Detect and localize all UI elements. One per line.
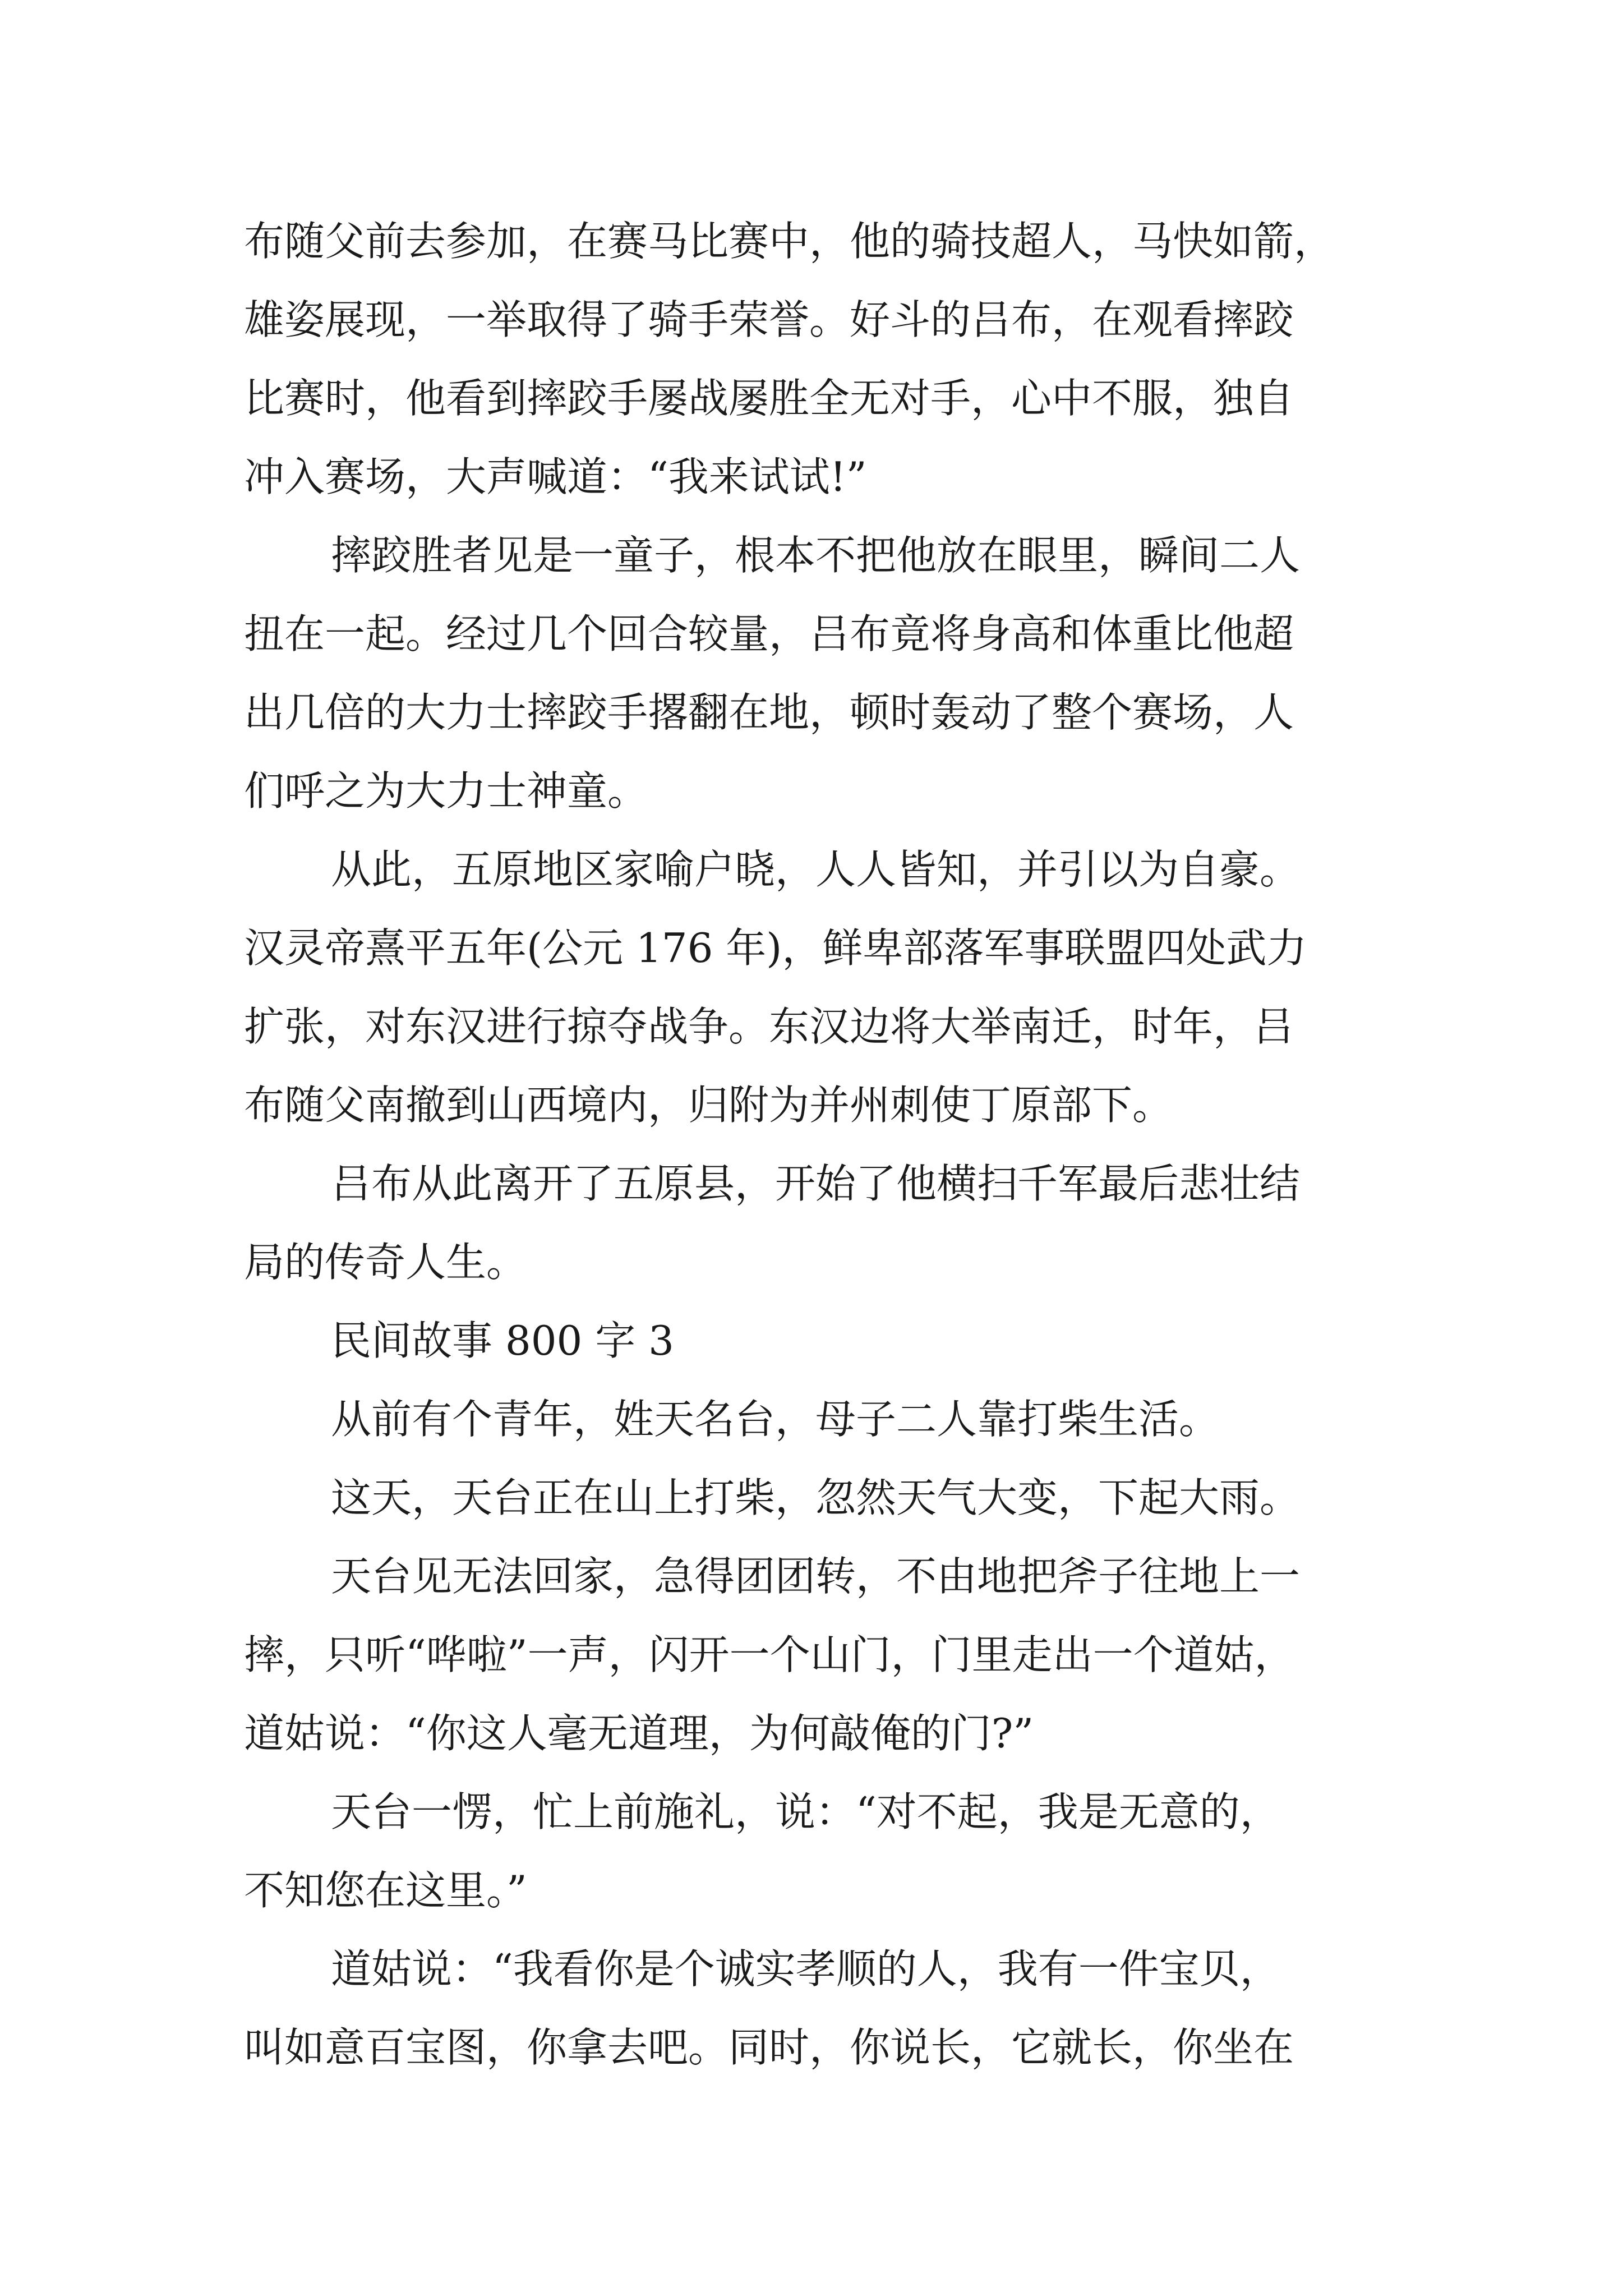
section-heading: 民间故事 800 字 3 <box>331 1317 674 1364</box>
text-line: 扭在一起。经过几个回合较量，吕布竟将身高和体重比他超 <box>244 610 1294 657</box>
text-line: 雄姿展现，一举取得了骑手荣誉。好斗的吕布，在观看摔跤 <box>244 296 1294 343</box>
text-line: 出几倍的大力士摔跤手撂翻在地，顿时轰动了整个赛场，人 <box>244 689 1294 736</box>
text-line: 天台一愣，忙上前施礼，说：“对不起，我是无意的， <box>331 1788 1280 1835</box>
text-line: 布随父前去参加，在赛马比赛中，他的骑技超人，马快如箭， <box>244 218 1335 265</box>
text-line: 汉灵帝熹平五年(公元 176 年)，鲜卑部落军事联盟四处武力 <box>244 924 1307 972</box>
text-line: 摔，只听“哗啦”一声，闪开一个山门，门里走出一个道姑， <box>244 1631 1295 1678</box>
text-line: 道姑说：“我看你是个诚实孝顺的人，我有一件宝贝， <box>331 1945 1280 1993</box>
text-line: 布随父南撤到山西境内，归附为并州刺使丁原部下。 <box>244 1082 1173 1129</box>
text-line: 局的传奇人生。 <box>244 1239 527 1286</box>
text-line: 冲入赛场，大声喊道：“我来试试!” <box>244 453 867 500</box>
text-line: 叫如意百宝图，你拿去吧。同时，你说长，它就长，你坐在 <box>244 2024 1294 2071</box>
text-line: 从前有个青年，姓天名台，母子二人靠打柴生活。 <box>331 1396 1220 1443</box>
text-line: 比赛时，他看到摔跤手屡战屡胜全无对手，心中不服，独自 <box>244 375 1294 422</box>
text-line: 天台见无法回家，急得团团转，不由地把斧子往地上一 <box>331 1553 1301 1600</box>
text-line: 扩张，对东汉进行掠夺战争。东汉边将大举南迁，时年，吕 <box>244 1003 1294 1050</box>
text-line: 从此，五原地区家喻户晓，人人皆知，并引以为自豪。 <box>331 846 1301 893</box>
text-line: 们呼之为大力士神童。 <box>244 767 648 815</box>
text-line: 这天，天台正在山上打柴，忽然天气大变，下起大雨。 <box>331 1474 1301 1521</box>
text-line: 吕布从此离开了五原县，开始了他横扫千军最后悲壮结 <box>331 1160 1301 1207</box>
text-line: 道姑说：“你这人毫无道理，为何敲俺的门?” <box>244 1710 1034 1757</box>
text-line: 摔跤胜者见是一童子，根本不把他放在眼里，瞬间二人 <box>331 532 1301 579</box>
document-body <box>244 202 1388 2087</box>
text-line: 不知您在这里。” <box>244 1867 527 1914</box>
